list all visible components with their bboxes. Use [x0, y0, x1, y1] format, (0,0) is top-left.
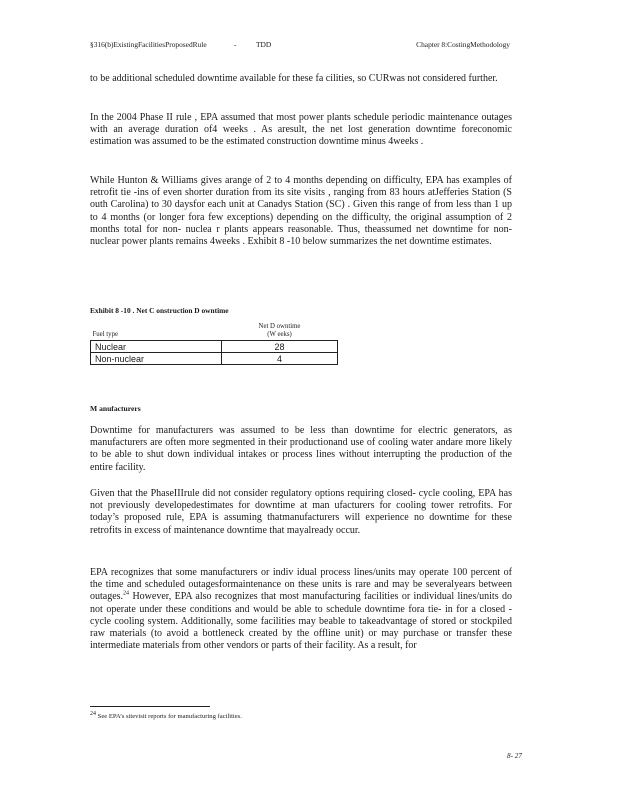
exhibit-title: Exhibit 8 -10 . Net C onstruction D owntime [90, 306, 229, 315]
table-cell-weeks: 4 [222, 353, 338, 365]
column-header-downtime [222, 323, 338, 341]
column-header-fuel-type: Fuel type [91, 323, 222, 341]
paragraph-phase-ii-assumption: In the 2004 Phase II rule , EPA assumed that most power plants schedule periodic maintenance outages with an average duration of4 weeks . As aresult, the net lost generation downtime foreconomic estimation was assumed to be the estimated construction downtime minus 4weeks . [90, 112, 512, 148]
paragraph-text: EPA recognizes that some manufacturers or indiv idual process lines/units may operate 100 percent of the time and scheduled outagesformaintenance on these units is rare and may be severalyears between outages. [90, 567, 512, 603]
exhibit-table [90, 323, 338, 365]
table-header-row [91, 323, 338, 341]
page-number: 8- 27 [507, 752, 522, 760]
paragraph-text: However, EPA also recognizes that most manufacturing facilities or individual lines/units do not operate under these conditions and would be able to schedule downtime fora tie- in for a closed -cycle cooling system. Additionally, some facilities may beable to takeadvantage of stored or stockpiled raw materials (to avoid a bottleneck created by the offline unit) or may purchase or transfer these intermediate materials from other vendors or parts of their facility. As a result, for [90, 591, 512, 652]
paragraph-cur-continuation: to be additional scheduled downtime available for these fa cilities, so CURwas not considered further. [90, 73, 498, 84]
header-doc-type: TDD [256, 40, 272, 49]
paragraph-manufacturer-downtime: Downtime for manufacturers was assumed to be less than downtime for electric generators, as manufacturers are often more segmented in their productionand use of cooling water andare more likely to be able to shut down individual intakes or process lines without interrupting the production of the entire facility. [90, 425, 512, 473]
footnote [90, 710, 242, 720]
footnote-number: 24 [90, 710, 96, 717]
table-cell-fuel: Nuclear [91, 341, 222, 353]
column-header-downtime-line2: (W eeks) [267, 331, 292, 338]
column-header-downtime-line1: Net D owntime [258, 323, 301, 330]
table-row [91, 353, 338, 365]
paragraph-phase-iii-rule: Given that the PhaseIIIrule did not consider regulatory options requiring closed- cycle cooling, EPA has not previously developedestimates for downtime at man ufacturers for cooling tower retrofits. For today’s proposed rule, EPA is assuming thatmanufacturers will experience no downtime for these retrofits in excess of maintenance downtime that mayalready occur. [90, 488, 512, 536]
paragraph-epa-recognizes [90, 567, 512, 652]
header-separator: - [234, 40, 237, 49]
section-heading-manufacturers: M anufacturers [90, 404, 141, 413]
header-doc-title: §316(b)ExistingFacilitiesProposedRule [90, 40, 207, 49]
table-cell-fuel: Non-nuclear [91, 353, 222, 365]
paragraph-hunton-williams: While Hunton & Williams gives arange of 2 to 4 months depending on difficulty, EPA has examples of retrofit tie -ins of even shorter duration from its site visits , ranging from 83 hours atJefferies Station (S outh Carolina) to 30 daysfor each unit at Canadys Station (SC) . Given this range of from less than 1 up to 4 months (or longer fora few exceptions) depending on the difficulty, the original assumption of 2 months total for non- nuclea r plants appears reasonable. Thus, theassumed net downtime for non- nuclear power plants remains 4weeks . Exhibit 8 -10 below summarizes the net downtime estimates. [90, 175, 512, 248]
table-cell-weeks: 28 [222, 341, 338, 353]
footnote-reference: 24 [123, 591, 130, 598]
footnote-divider [90, 706, 210, 707]
table-row [91, 341, 338, 353]
footnote-text: See EPA’s sitevisit reports for manufacturing facilities. [96, 713, 242, 720]
header-chapter: Chapter 8:CostingMethodology [416, 40, 510, 49]
